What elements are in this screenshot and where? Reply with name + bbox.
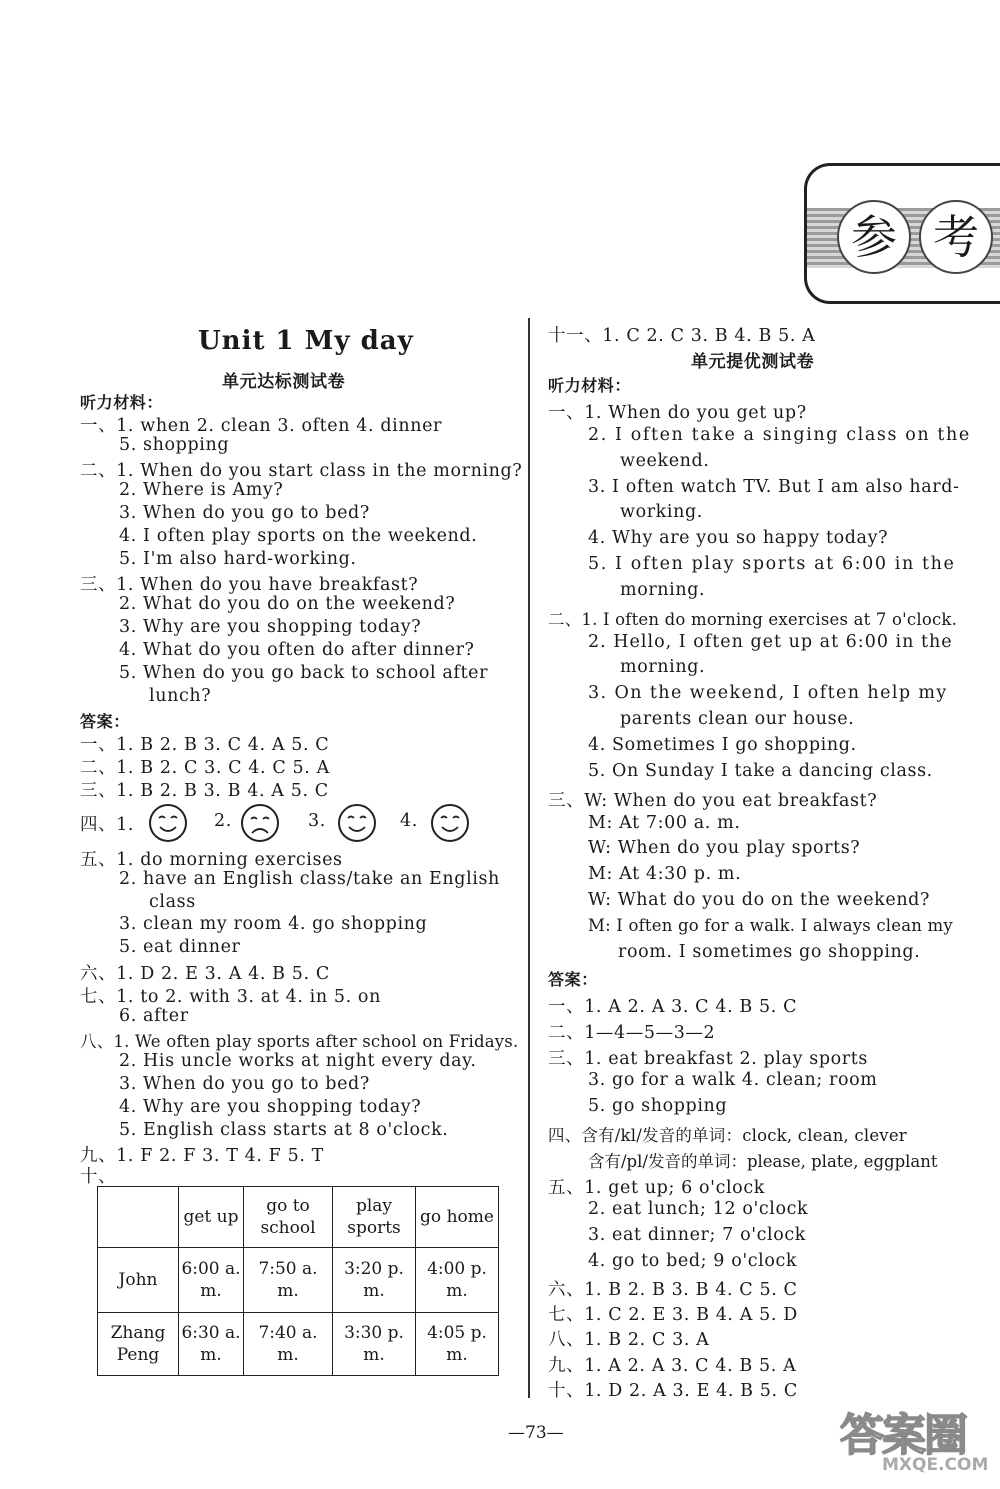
left-after: 六、1. D 2. E 3. A 4. B 5. C — [80, 964, 330, 984]
smile-face-icon — [430, 803, 470, 843]
table-header-cell — [98, 1187, 179, 1248]
watermark-text: 答案圈 — [840, 1410, 966, 1461]
watermark-logo — [820, 1395, 990, 1485]
right-line: morning. — [620, 657, 706, 677]
faces-row — [80, 811, 134, 836]
banner-char-1: 参 — [837, 200, 911, 274]
left-after: 3. clean my room 4. go shopping — [119, 914, 428, 934]
left-line: 3. When do you go to bed? — [119, 503, 370, 523]
right-answer: 五、1. get up; 6 o'clock — [548, 1178, 765, 1198]
left-line: 二、1. When do you start class in the morning? — [80, 461, 523, 481]
right-answer: 六、1. B 2. B 3. B 4. C 5. C — [548, 1280, 798, 1300]
left-line: 4. What do you often do after dinner? — [119, 640, 475, 660]
right-answer: 含有/pl/发音的单词：please, plate, eggplant — [588, 1152, 938, 1171]
right-answer: 十、1. D 2. A 3. E 4. B 5. C — [548, 1381, 798, 1401]
left-after: 2. have an English class/take an English — [119, 869, 500, 889]
right-subtitle: 单元提优测试卷 — [691, 352, 815, 372]
left-after: 2. His uncle works at night every day. — [119, 1051, 477, 1071]
left-line: 5. shopping — [119, 435, 230, 455]
watermark-url: MXQE.COM — [882, 1455, 989, 1475]
left-after: 5. eat dinner — [119, 937, 241, 957]
table-header-cell: go home — [416, 1187, 499, 1248]
left-answer: 一、1. B 2. B 3. C 4. A 5. C — [80, 735, 330, 755]
schedule-table — [97, 1186, 499, 1376]
right-answer: 四、含有/kl/发音的单词：clock, clean, clever — [548, 1126, 907, 1145]
left-line: lunch? — [149, 686, 212, 706]
right-line: parents clean our house. — [620, 709, 855, 729]
right-line: 3. I often watch TV. But I am also hard- — [588, 477, 960, 497]
face-number: 4. — [400, 811, 418, 831]
right-line: 2. Hello, I often get up at 6:00 in the — [588, 632, 953, 652]
right-line: morning. — [620, 580, 706, 600]
table-cell: 3:20 p. m. — [333, 1248, 416, 1313]
table-header-cell: get up — [179, 1187, 244, 1248]
table-header-cell: go to school — [244, 1187, 333, 1248]
right-line: room. I sometimes go shopping. — [618, 942, 921, 962]
left-answer: 三、1. B 2. B 3. B 4. A 5. C — [80, 781, 329, 801]
right-answer: 5. go shopping — [588, 1096, 728, 1116]
left-after: 4. Why are you shopping today? — [119, 1097, 422, 1117]
right-line: 5. I often play sports at 6:00 in the — [588, 554, 956, 574]
right-line: 二、1. I often do morning exercises at 7 o'clock. — [548, 610, 958, 629]
table-header-row — [98, 1187, 499, 1248]
left-listening-head: 听力材料： — [80, 393, 164, 412]
right-answer: 八、1. B 2. C 3. A — [548, 1330, 710, 1350]
reference-banner — [804, 163, 1000, 304]
right-line: W: What do you do on the weekend? — [588, 890, 930, 910]
left-after: 5. English class starts at 8 o'clock. — [119, 1120, 449, 1140]
right-answer: 3. go for a walk 4. clean; room — [588, 1070, 878, 1090]
table-cell: 7:50 a. m. — [244, 1248, 333, 1313]
right-answer: 三、1. eat breakfast 2. play sports — [548, 1049, 868, 1069]
right-line: M: I often go for a walk. I always clean my — [588, 916, 953, 935]
left-line: 4. I often play sports on the weekend. — [119, 526, 478, 546]
right-answer: 2. eat lunch; 12 o'clock — [588, 1199, 809, 1219]
right-answer: 二、1—4—5—3—2 — [548, 1023, 716, 1043]
page-number: —73— — [508, 1423, 564, 1443]
left-after: 十、 — [80, 1167, 117, 1187]
right-line: 3. On the weekend, I often help my — [588, 683, 948, 703]
left-after: 6. after — [119, 1006, 189, 1026]
face-number: 3. — [308, 811, 326, 831]
left-line: 2. Where is Amy? — [119, 480, 284, 500]
right-answers-head: 答案： — [548, 970, 598, 989]
right-line: W: When do you play sports? — [588, 838, 861, 858]
right-answer: 九、1. A 2. A 3. C 4. B 5. A — [548, 1356, 797, 1376]
smile-face-icon — [337, 803, 377, 843]
left-after: 八、1. We often play sports after school on Fridays. — [80, 1032, 519, 1051]
banner-char-2: 考 — [919, 200, 993, 274]
right-first-line: 十一、1. C 2. C 3. B 4. B 5. A — [548, 326, 816, 346]
table-cell: 4:05 p. m. — [416, 1313, 499, 1376]
right-line: 三、W: When do you eat breakfast? — [548, 791, 878, 811]
left-line: 5. When do you go back to school after — [119, 663, 489, 683]
right-line: working. — [620, 502, 703, 522]
right-answer: 3. eat dinner; 7 o'clock — [588, 1225, 806, 1245]
table-cell: 3:30 p. m. — [333, 1313, 416, 1376]
left-answer: 二、1. B 2. C 3. C 4. C 5. A — [80, 758, 330, 778]
table-row-name: John — [98, 1248, 179, 1313]
table-header-cell: play sports — [333, 1187, 416, 1248]
right-line: 4. Sometimes I go shopping. — [588, 735, 857, 755]
right-answer: 七、1. C 2. E 3. B 4. A 5. D — [548, 1305, 798, 1325]
left-after: 五、1. do morning exercises — [80, 850, 343, 870]
left-after: 七、1. to 2. with 3. at 4. in 5. on — [80, 987, 381, 1007]
left-after: class — [149, 892, 196, 912]
left-line: 5. I'm also hard-working. — [119, 549, 357, 569]
table-cell: 7:40 a. m. — [244, 1313, 333, 1376]
table-row-name: Zhang Peng — [98, 1313, 179, 1376]
right-line: 2. I often take a singing class on the — [588, 425, 971, 445]
right-line: M: At 4:30 p. m. — [588, 864, 742, 884]
right-line: 5. On Sunday I take a dancing class. — [588, 761, 933, 781]
left-line: 一、1. when 2. clean 3. often 4. dinner — [80, 416, 442, 436]
right-listening-head: 听力材料： — [548, 376, 632, 395]
column-divider — [528, 318, 530, 1398]
table-cell: 6:30 a. m. — [179, 1313, 244, 1376]
right-answer: 4. go to bed; 9 o'clock — [588, 1251, 798, 1271]
table-row — [98, 1248, 499, 1313]
left-after: 3. When do you go to bed? — [119, 1074, 370, 1094]
smile-face-icon — [148, 803, 188, 843]
left-answers-head: 答案： — [80, 712, 130, 731]
right-answer: 一、1. A 2. A 3. C 4. B 5. C — [548, 997, 798, 1017]
left-line: 3. Why are you shopping today? — [119, 617, 422, 637]
right-line: 4. Why are you so happy today? — [588, 528, 889, 548]
table-cell: 4:00 p. m. — [416, 1248, 499, 1313]
left-after: 九、1. F 2. F 3. T 4. F 5. T — [80, 1146, 324, 1166]
left-subtitle: 单元达标测试卷 — [222, 372, 346, 392]
left-line: 2. What do you do on the weekend? — [119, 594, 456, 614]
table-cell: 6:00 a. m. — [179, 1248, 244, 1313]
right-line: weekend. — [620, 451, 710, 471]
right-line: M: At 7:00 a. m. — [588, 813, 741, 833]
faces-label: 四、1. — [80, 815, 135, 835]
face-number: 2. — [214, 811, 232, 831]
sad-face-icon — [240, 803, 280, 843]
left-line: 三、1. When do you have breakfast? — [80, 575, 419, 595]
unit-title: Unit 1 My day — [198, 326, 414, 356]
right-line: 一、1. When do you get up? — [548, 403, 807, 423]
table-row — [98, 1313, 499, 1376]
